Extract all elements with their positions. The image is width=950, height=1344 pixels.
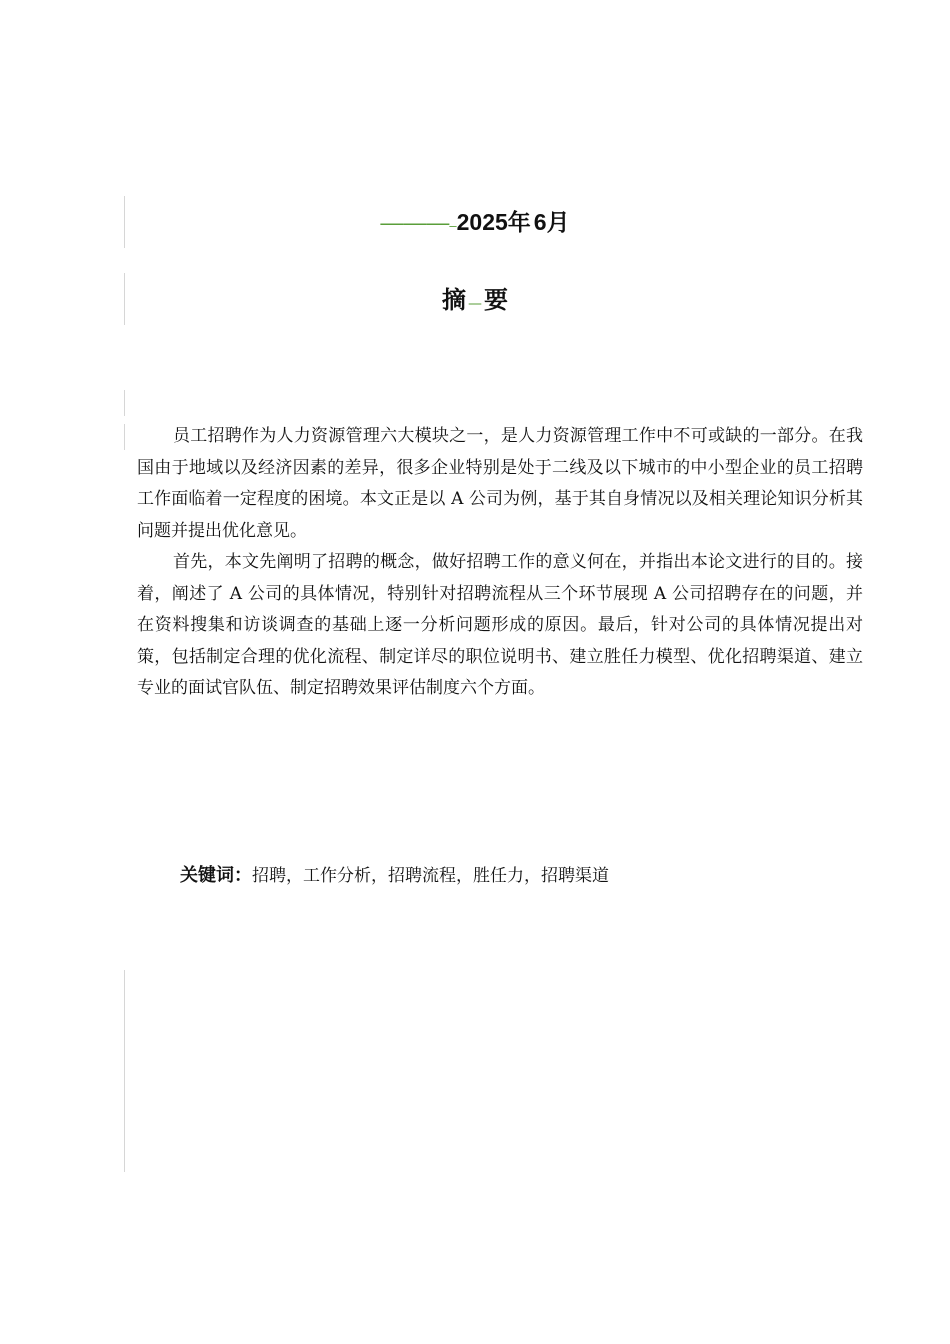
abstract-title-char-1: 摘 [442,286,466,314]
abstract-paragraph: 员工招聘作为人力资源管理六大模块之一，是人力资源管理工作中不可或缺的一部分。在我国由于地域以及经济因素的差异，很多企业特别是处于二线及以下城市的中小型企业的员工招聘工作面临着一定程度的困境。本文正是以 A 公司为例，基于其自身情况以及相关理论知识分析其问题并提出优化意见。 [137,426,863,541]
decorative-dash-short: – [449,218,457,233]
date-year: 2025 [456,209,508,235]
abstract-title-char-2: 要 [484,286,508,314]
margin-guide-line [124,424,125,450]
keywords-label: 关键词： [180,865,252,886]
abstract-title-separator: — [468,296,482,312]
abstract-paragraph: 首先，本文先阐明了招聘的概念，做好招聘工作的意义何在，并指出本论文进行的目的。接着，阐述了 A 公司的具体情况，特别针对招聘流程从三个环节展现 A 公司招聘存在的问题，并在资料搜集和访谈调查的基础上逐一分析问题形成的原因。最后，针对公司的具体情况提出对策，包括制定合理的优化流程、制定详尽的职位说明书、建立胜任力模型、优化招聘渠道、建立专业的面试官队伍、制定招聘效果评估制度六个方面。 [137,552,863,698]
abstract-body [137,421,863,705]
decorative-dash-long: ——— [380,209,450,235]
keywords-text: 招聘，工作分析，招聘流程，胜任力，招聘渠道 [252,866,609,886]
date-year-unit: 年 [507,209,531,235]
keywords-line [180,860,880,892]
date-month: 6 [533,209,547,235]
date-month-unit: 月 [546,209,570,235]
document-date [0,206,950,242]
margin-guide-line [124,970,125,1172]
abstract-title [0,284,950,320]
margin-guide-line [124,390,125,416]
